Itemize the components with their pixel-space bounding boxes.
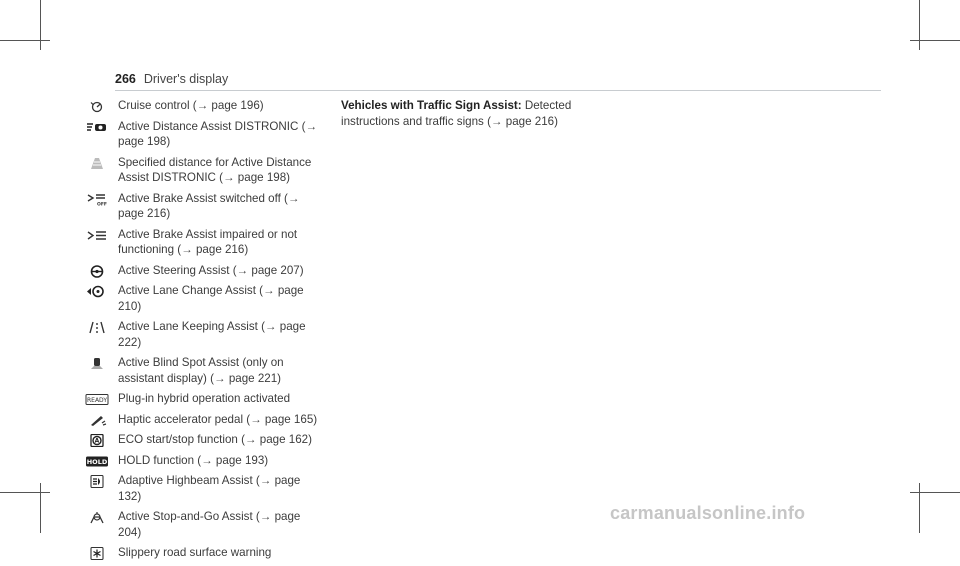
svg-text:A: A <box>94 437 100 445</box>
list-item <box>85 355 325 386</box>
list-item-text: HOLD function (→ page 193) <box>118 453 269 467</box>
list-item <box>85 453 325 469</box>
specified-distance-icon <box>85 157 109 170</box>
haptic-pedal-icon <box>85 414 109 427</box>
ready-icon <box>85 393 109 406</box>
list-item <box>85 391 325 407</box>
list-item-text: Cruise control (→ page 196) <box>118 99 264 112</box>
list-item-text: Active Lane Keeping Assist (→ page 222) <box>118 320 306 349</box>
list-item <box>85 155 325 186</box>
section-title: Driver's display <box>143 72 229 86</box>
svg-text:READY: READY <box>86 397 108 404</box>
brake-assist-off-icon <box>85 193 109 206</box>
list-item-text: ECO start/stop function (→ page 162) <box>118 433 312 446</box>
brake-assist-impaired-icon <box>85 229 109 242</box>
list-item <box>85 283 325 314</box>
cruise-control-icon <box>85 100 109 113</box>
list-item-text: Slippery road surface warning <box>118 546 272 559</box>
list-item <box>85 473 325 504</box>
crop-mark <box>40 483 41 533</box>
crop-mark <box>910 492 960 493</box>
eco-start-stop-icon <box>85 434 109 447</box>
list-item-text: Active Brake Assist impaired or not functioning (→ page 216) <box>118 227 298 256</box>
list-item <box>85 509 325 540</box>
svg-text:HOLD: HOLD <box>86 457 108 466</box>
list-item-text: Active Brake Assist switched off (→ page 216) <box>118 191 300 220</box>
list-item-text: Active Distance Assist DISTRONIC (→ page 198) <box>118 119 318 148</box>
steering-assist-icon <box>85 265 109 278</box>
list-item <box>85 545 325 561</box>
crop-mark <box>0 492 50 493</box>
hold-icon <box>85 455 109 468</box>
svg-text:OFF: OFF <box>97 202 107 206</box>
list-item-text: Active Stop-and-Go Assist (→ page 204) <box>118 510 301 539</box>
list-item-text: Adaptive Highbeam Assist (→ page 132) <box>118 474 301 503</box>
crop-mark <box>910 40 960 41</box>
lane-keeping-assist-icon <box>85 321 109 334</box>
page-header <box>115 72 228 86</box>
crop-mark <box>919 483 920 533</box>
crop-mark <box>919 0 920 50</box>
note-text: Detected instructions and traffic signs (→ page 216) <box>341 99 572 128</box>
list-item-text: Specified distance for Active Distance Assist DISTRONIC (→ page 198) <box>118 155 312 184</box>
list-item <box>85 412 325 428</box>
stop-and-go-icon <box>85 511 109 524</box>
slippery-road-icon <box>85 547 109 560</box>
list-item-text: Plug-in hybrid operation activated <box>118 392 291 405</box>
crop-mark <box>40 0 41 50</box>
header-rule <box>115 90 881 91</box>
crop-mark <box>0 40 50 41</box>
list-item-text: Haptic accelerator pedal (→ page 165) <box>118 412 318 426</box>
traffic-sign-note <box>341 98 611 129</box>
list-item-text: Active Blind Spot Assist (only on assistant display) (→ page 221) <box>118 356 284 385</box>
blind-spot-assist-icon <box>85 357 109 370</box>
list-item <box>85 263 325 279</box>
highbeam-assist-icon <box>85 475 109 488</box>
note-label: Vehicles with Traffic Sign Assist: <box>341 99 522 112</box>
list-item <box>85 191 325 222</box>
page-number: 266 <box>115 72 136 86</box>
list-item-text: Active Steering Assist (→ page 207) <box>118 263 304 277</box>
watermark: carmanualsonline.info <box>610 503 806 523</box>
list-item <box>85 119 325 150</box>
list-item <box>85 98 325 114</box>
list-item-text: Active Lane Change Assist (→ page 210) <box>118 284 304 313</box>
indicator-list <box>85 98 325 566</box>
list-item <box>85 319 325 350</box>
list-item <box>85 432 325 448</box>
distronic-icon <box>85 121 109 134</box>
list-item <box>85 227 325 258</box>
lane-change-assist-icon <box>85 285 109 298</box>
